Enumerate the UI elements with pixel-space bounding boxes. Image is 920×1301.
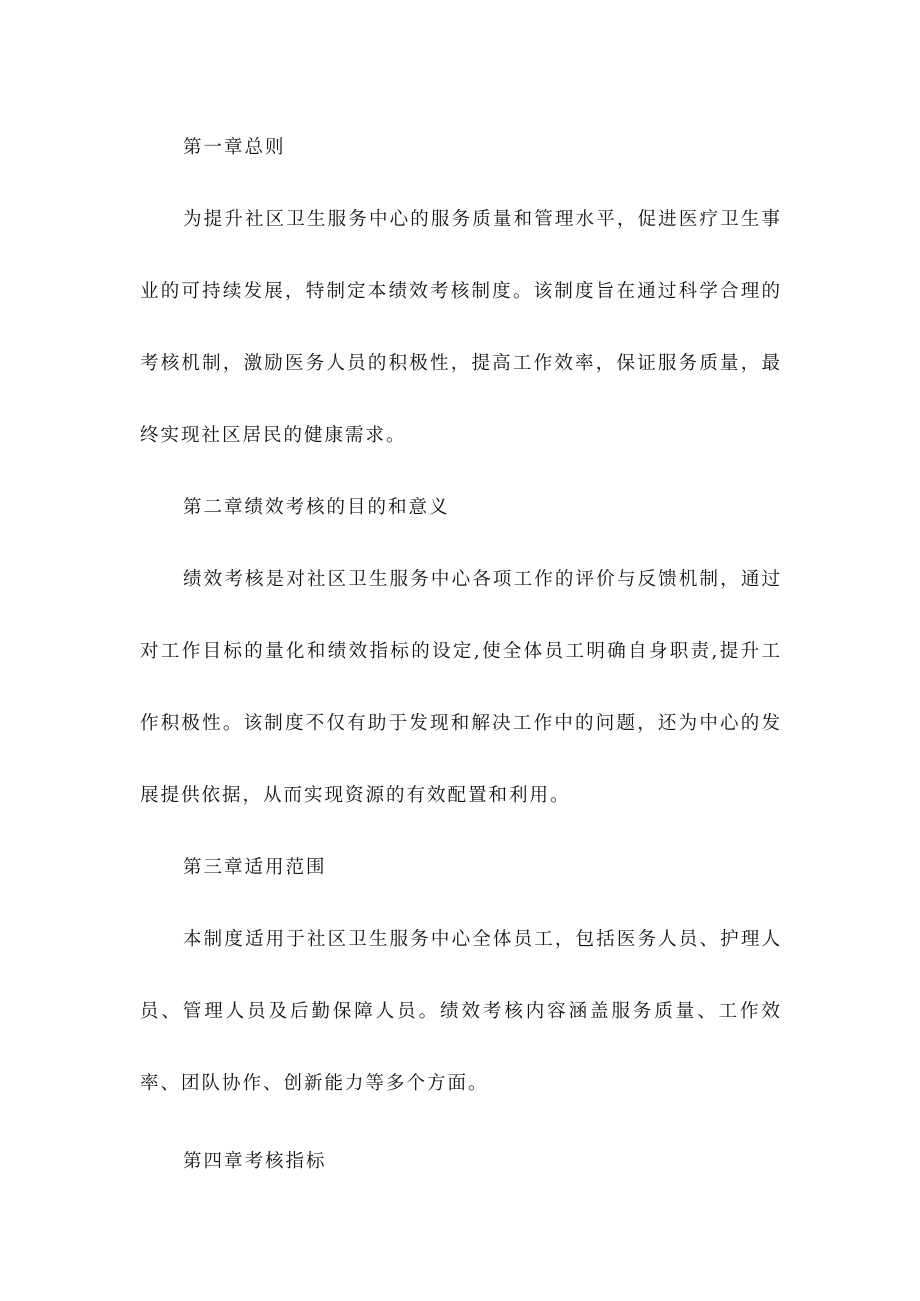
chapter-3-title: 第三章适用范围 xyxy=(183,857,327,878)
chapter-1-paragraph: 为提升社区卫生服务中心的服务质量和管理水平，促进医疗卫生事业的可持续发展，特制定本绩效考核制度。该制度旨在通过科学合理的考核机制，激励医务人员的积极性，提高工作效率，保证服务质量，最终实现社区居民的健康需求。 xyxy=(140,209,782,446)
chapter-2-paragraph: 绩效考核是对社区卫生服务中心各项工作的评价与反馈机制，通过对工作目标的量化和绩效指标的设定,使全体员工明确自身职责,提升工作积极性。该制度不仅有助于发现和解决工作中的问题，还为中心的发展提供依据，从而实现资源的有效配置和利用。 xyxy=(140,569,782,806)
chapter-2-title: 第二章绩效考核的目的和意义 xyxy=(183,497,450,518)
chapter-3-paragraph: 本制度适用于社区卫生服务中心全体员工，包括医务人员、护理人员、管理人员及后勤保障人员。绩效考核内容涵盖服务质量、工作效率、团队协作、创新能力等多个方面。 xyxy=(140,929,782,1094)
chapter-1-title: 第一章总则 xyxy=(183,137,286,158)
chapter-4-title: 第四章考核指标 xyxy=(183,1151,327,1172)
